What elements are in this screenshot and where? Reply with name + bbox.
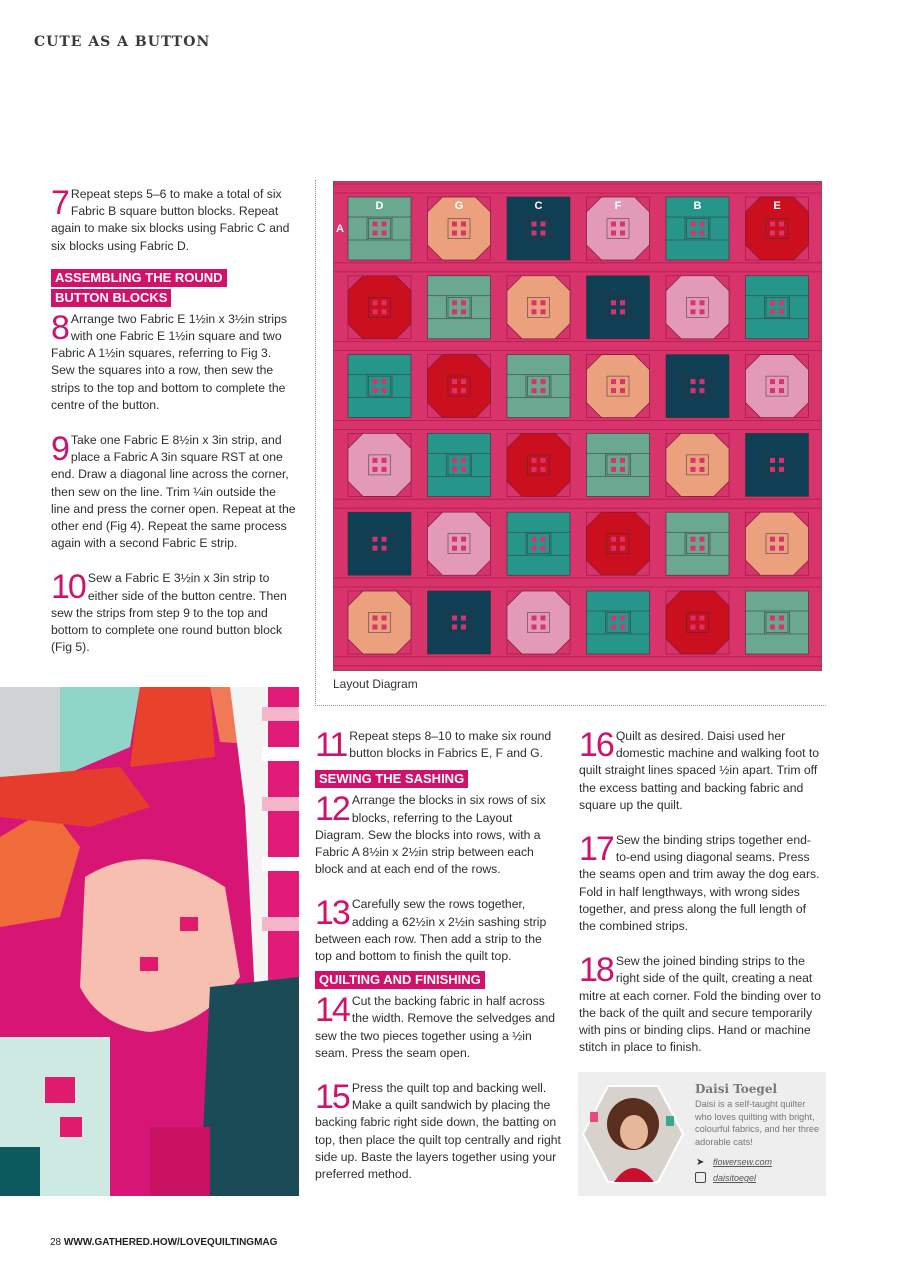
button-hole (700, 222, 705, 227)
button-hole (611, 616, 616, 621)
cursor-icon: ➤ (696, 1157, 705, 1168)
button-hole (461, 467, 466, 472)
button-centre (766, 219, 788, 239)
button-hole (611, 388, 616, 393)
button-hole (620, 625, 625, 630)
button-hole (541, 379, 546, 384)
button-centre (766, 455, 788, 475)
step-number: 9 (51, 430, 68, 469)
button-hole (611, 231, 616, 236)
step-16 (579, 728, 821, 814)
step-11 (315, 728, 561, 762)
button-hole (770, 616, 775, 621)
button-centre (528, 455, 550, 475)
button-hole (691, 309, 696, 314)
button-hole (532, 616, 537, 621)
column-label: E (773, 200, 781, 212)
button-hole (373, 222, 378, 227)
button-hole (373, 379, 378, 384)
step-text: Quilt as desired. Daisi used her domestic machine and walking foot to quilt straight lines spaced ½in apart. Trim off the excess batting and backing fabric and square up the quilt. (579, 729, 820, 812)
button-hole (452, 388, 457, 393)
button-centre (687, 376, 709, 396)
button-hole (532, 379, 537, 384)
button-hole (461, 546, 466, 551)
button-hole (779, 231, 784, 236)
button-hole (700, 231, 705, 236)
button-hole (532, 467, 537, 472)
button-centre (369, 455, 391, 475)
button-hole (770, 458, 775, 463)
page-footer (50, 1237, 277, 1248)
button-centre (766, 534, 788, 554)
step-number: 8 (51, 308, 68, 347)
section-heading-quilting: QUILTING AND FINISHING (315, 971, 485, 989)
button-hole (700, 625, 705, 630)
button-hole (541, 222, 546, 227)
step-12 (315, 792, 561, 878)
button-hole (620, 458, 625, 463)
button-hole (691, 222, 696, 227)
step-text: Arrange two Fabric E 1½in x 3½in strips with one Fabric E 1½in square and two Fabric A 1½in squares, referring to Fig 3. Sew the squares into a row, then sew the strips to the top and bottom to complete the centre of the button. (51, 311, 288, 412)
step-number: 14 (315, 991, 349, 1030)
button-centre (528, 376, 550, 396)
button-hole (779, 388, 784, 393)
button-centre (528, 297, 550, 317)
button-centre (528, 219, 550, 239)
step-10 (51, 570, 297, 656)
button-hole (373, 537, 378, 542)
diagram-caption: Layout Diagram (333, 677, 418, 691)
row-label-a: A (336, 223, 344, 235)
button-hole (461, 625, 466, 630)
button-centre (448, 534, 470, 554)
button-centre (687, 297, 709, 317)
page-header: CUTE AS A BUTTON (34, 34, 211, 50)
step-13 (315, 896, 561, 965)
button-hole (382, 546, 387, 551)
button-hole (700, 309, 705, 314)
button-hole (532, 231, 537, 236)
button-hole (779, 537, 784, 542)
step-text: Sew a Fabric E 3½in x 3in strip to either side of the button centre. Then sew the strips from step 9 to the top and bottom to complete one round button block (Fig 5). (51, 571, 287, 655)
column-label: F (614, 200, 622, 212)
button-hole (373, 625, 378, 630)
button-hole (382, 625, 387, 630)
button-hole (620, 537, 625, 542)
button-hole (541, 231, 546, 236)
button-centre (448, 297, 470, 317)
button-hole (611, 546, 616, 551)
button-hole (541, 546, 546, 551)
button-hole (700, 546, 705, 551)
button-hole (620, 222, 625, 227)
button-centre (607, 455, 629, 475)
button-hole (373, 309, 378, 314)
button-hole (532, 300, 537, 305)
button-hole (691, 616, 696, 621)
step-number: 13 (315, 894, 349, 933)
section-heading-line2: BUTTON BLOCKS (51, 289, 171, 307)
step-7 (51, 186, 297, 255)
button-centre (607, 613, 629, 633)
button-hole (452, 616, 457, 621)
button-centre (369, 219, 391, 239)
middle-column (315, 728, 561, 1201)
button-hole (452, 309, 457, 314)
button-hole (532, 537, 537, 542)
button-centre (607, 297, 629, 317)
button-hole (770, 625, 775, 630)
button-hole (532, 309, 537, 314)
button-hole (382, 616, 387, 621)
button-hole (620, 616, 625, 621)
button-hole (461, 300, 466, 305)
step-number: 7 (51, 184, 68, 222)
button-hole (770, 537, 775, 542)
button-hole (541, 537, 546, 542)
button-hole (373, 616, 378, 621)
button-hole (620, 300, 625, 305)
button-hole (452, 546, 457, 551)
button-centre (369, 613, 391, 633)
left-column (51, 186, 297, 674)
button-hole (382, 537, 387, 542)
button-centre (766, 613, 788, 633)
step-text: Repeat steps 8–10 to make six round button blocks in Fabrics E, F and G. (349, 729, 552, 761)
button-hole (700, 616, 705, 621)
step-15 (315, 1080, 561, 1183)
button-centre (687, 219, 709, 239)
button-hole (700, 467, 705, 472)
button-hole (779, 309, 784, 314)
button-hole (382, 379, 387, 384)
button-hole (691, 467, 696, 472)
button-hole (461, 388, 466, 393)
quilt-photo (0, 687, 299, 1196)
step-17 (579, 832, 821, 935)
button-hole (382, 467, 387, 472)
button-hole (691, 379, 696, 384)
button-centre (607, 376, 629, 396)
author-website-link[interactable]: flowersew.com (713, 1157, 773, 1167)
layout-diagram (333, 181, 822, 671)
button-hole (373, 467, 378, 472)
button-hole (700, 379, 705, 384)
button-hole (620, 379, 625, 384)
column-label: C (534, 200, 543, 212)
button-hole (691, 546, 696, 551)
button-hole (770, 467, 775, 472)
button-hole (700, 537, 705, 542)
button-hole (461, 309, 466, 314)
button-hole (611, 458, 616, 463)
button-hole (461, 616, 466, 621)
button-hole (691, 537, 696, 542)
button-hole (779, 379, 784, 384)
button-hole (700, 388, 705, 393)
button-hole (611, 222, 616, 227)
button-hole (691, 625, 696, 630)
button-hole (770, 231, 775, 236)
button-hole (452, 625, 457, 630)
button-hole (779, 300, 784, 305)
button-hole (541, 458, 546, 463)
step-text: Carefully sew the rows together, adding a 62½in x 2½in sashing strip between each row. Then add a strip to the top and bottom to finish the quilt top. (315, 897, 547, 964)
button-hole (541, 388, 546, 393)
author-instagram-link[interactable]: daisitoegel (713, 1173, 757, 1183)
step-8 (51, 308, 297, 414)
button-hole (541, 309, 546, 314)
button-centre (607, 219, 629, 239)
button-hole (611, 625, 616, 630)
button-hole (461, 537, 466, 542)
button-centre (369, 297, 391, 317)
button-hole (770, 546, 775, 551)
step-text: Take one Fabric E 8½in x 3in strip, and place a Fabric A 3in square RST at one end. Draw a diagonal line across the corner, then sew on the line. Trim ¼in outside the line and press the corner open. Repeat at the other end (Fig 4). Repeat the same process again with a second Fabric E strip. (51, 433, 296, 551)
page-number: 28 (50, 1237, 62, 1248)
button-hole (691, 458, 696, 463)
button-centre (528, 613, 550, 633)
button-hole (691, 231, 696, 236)
button-hole (620, 546, 625, 551)
button-hole (779, 546, 784, 551)
button-centre (687, 455, 709, 475)
step-number: 15 (315, 1078, 349, 1117)
button-hole (461, 231, 466, 236)
button-hole (461, 222, 466, 227)
button-hole (373, 388, 378, 393)
author-bio (578, 1072, 826, 1196)
button-hole (382, 222, 387, 227)
section-heading-sashing: SEWING THE SASHING (315, 770, 468, 788)
button-hole (452, 467, 457, 472)
button-hole (382, 300, 387, 305)
button-hole (620, 231, 625, 236)
author-name: Daisi Toegel (695, 1082, 778, 1096)
step-number: 17 (579, 830, 613, 869)
button-centre (369, 534, 391, 554)
button-hole (691, 300, 696, 305)
button-hole (532, 222, 537, 227)
button-centre (448, 613, 470, 633)
button-hole (532, 546, 537, 551)
step-number: 16 (579, 726, 613, 764)
button-centre (607, 534, 629, 554)
button-hole (452, 222, 457, 227)
column-label: D (375, 200, 384, 212)
button-hole (611, 537, 616, 542)
button-hole (452, 458, 457, 463)
button-centre (448, 376, 470, 396)
button-hole (611, 300, 616, 305)
button-hole (382, 231, 387, 236)
instagram-icon (695, 1172, 706, 1183)
step-text: Sew the binding strips together end-to-end using diagonal seams. Press the seams open and trim away the dog ears. Fold in half lengthways, with wrong sides together, and press along the full length of the combined strips. (579, 833, 820, 934)
button-hole (770, 300, 775, 305)
button-hole (779, 625, 784, 630)
button-hole (541, 467, 546, 472)
author-photo (578, 1072, 688, 1196)
author-description: Daisi is a self-taught quilter who loves quilting with bright, colourful fabrics, and her three adorable cats! (695, 1099, 820, 1147)
step-text: Arrange the blocks in six rows of six blocks, referring to the Layout Diagram. Sew the blocks into rows, with a Fabric A 8½in x 2½in strip between each block and at each end of the rows. (315, 793, 546, 877)
button-hole (382, 388, 387, 393)
button-centre (448, 455, 470, 475)
button-centre (369, 376, 391, 396)
step-number: 18 (579, 951, 613, 990)
button-hole (770, 222, 775, 227)
button-hole (373, 300, 378, 305)
step-text: Sew the joined binding strips to the right side of the quilt, creating a neat mitre at each corner. Fold the binding over to the back of the quilt and secure temporarily with pins or binding clips. Hand or machine stitch in place to finish. (579, 954, 821, 1055)
button-hole (382, 309, 387, 314)
button-hole (700, 458, 705, 463)
button-hole (452, 379, 457, 384)
button-hole (779, 616, 784, 621)
button-centre (687, 534, 709, 554)
step-14 (315, 993, 561, 1062)
button-hole (541, 625, 546, 630)
button-centre (766, 297, 788, 317)
button-hole (532, 458, 537, 463)
step-number: 11 (315, 726, 347, 764)
step-18 (579, 953, 821, 1056)
section-heading-round (51, 267, 297, 309)
button-hole (373, 458, 378, 463)
step-9 (51, 432, 297, 552)
step-text: Repeat steps 5–6 to make a total of six Fabric B square button blocks. Repeat again to make six blocks using Fabric C and six blocks using Fabric D. (51, 187, 290, 253)
button-hole (620, 309, 625, 314)
button-hole (779, 222, 784, 227)
button-centre (528, 534, 550, 554)
footer-url[interactable]: WWW.GATHERED.HOW/LOVEQUILTINGMAG (63, 1237, 278, 1248)
step-number: 12 (315, 790, 349, 829)
button-hole (691, 388, 696, 393)
button-hole (373, 231, 378, 236)
button-hole (779, 458, 784, 463)
button-hole (382, 458, 387, 463)
button-hole (779, 467, 784, 472)
step-number: 10 (51, 568, 85, 607)
button-hole (461, 379, 466, 384)
button-hole (452, 537, 457, 542)
right-column (579, 728, 821, 1074)
button-hole (611, 467, 616, 472)
button-centre (687, 613, 709, 633)
section-heading-line1: ASSEMBLING THE ROUND (51, 269, 227, 287)
button-hole (700, 300, 705, 305)
button-hole (541, 616, 546, 621)
button-hole (373, 546, 378, 551)
button-centre (766, 376, 788, 396)
step-text: Cut the backing fabric in half across the width. Remove the selvedges and sew the two pieces together using a ½in seam. Press the seam open. (315, 994, 556, 1060)
button-hole (611, 379, 616, 384)
button-hole (452, 231, 457, 236)
button-hole (611, 309, 616, 314)
button-hole (620, 388, 625, 393)
button-centre (448, 219, 470, 239)
button-hole (532, 388, 537, 393)
button-hole (770, 309, 775, 314)
button-hole (532, 625, 537, 630)
button-hole (452, 300, 457, 305)
button-hole (541, 300, 546, 305)
button-hole (461, 458, 466, 463)
button-hole (770, 379, 775, 384)
column-label: B (693, 200, 702, 212)
button-hole (770, 388, 775, 393)
button-hole (620, 467, 625, 472)
column-label: G (454, 200, 464, 212)
step-text: Press the quilt top and backing well. Make a quilt sandwich by placing the backing fabric right side down, the batting on top, then place the quilt top centrally and right side up. Baste the layers together using your preferred method. (315, 1081, 561, 1182)
